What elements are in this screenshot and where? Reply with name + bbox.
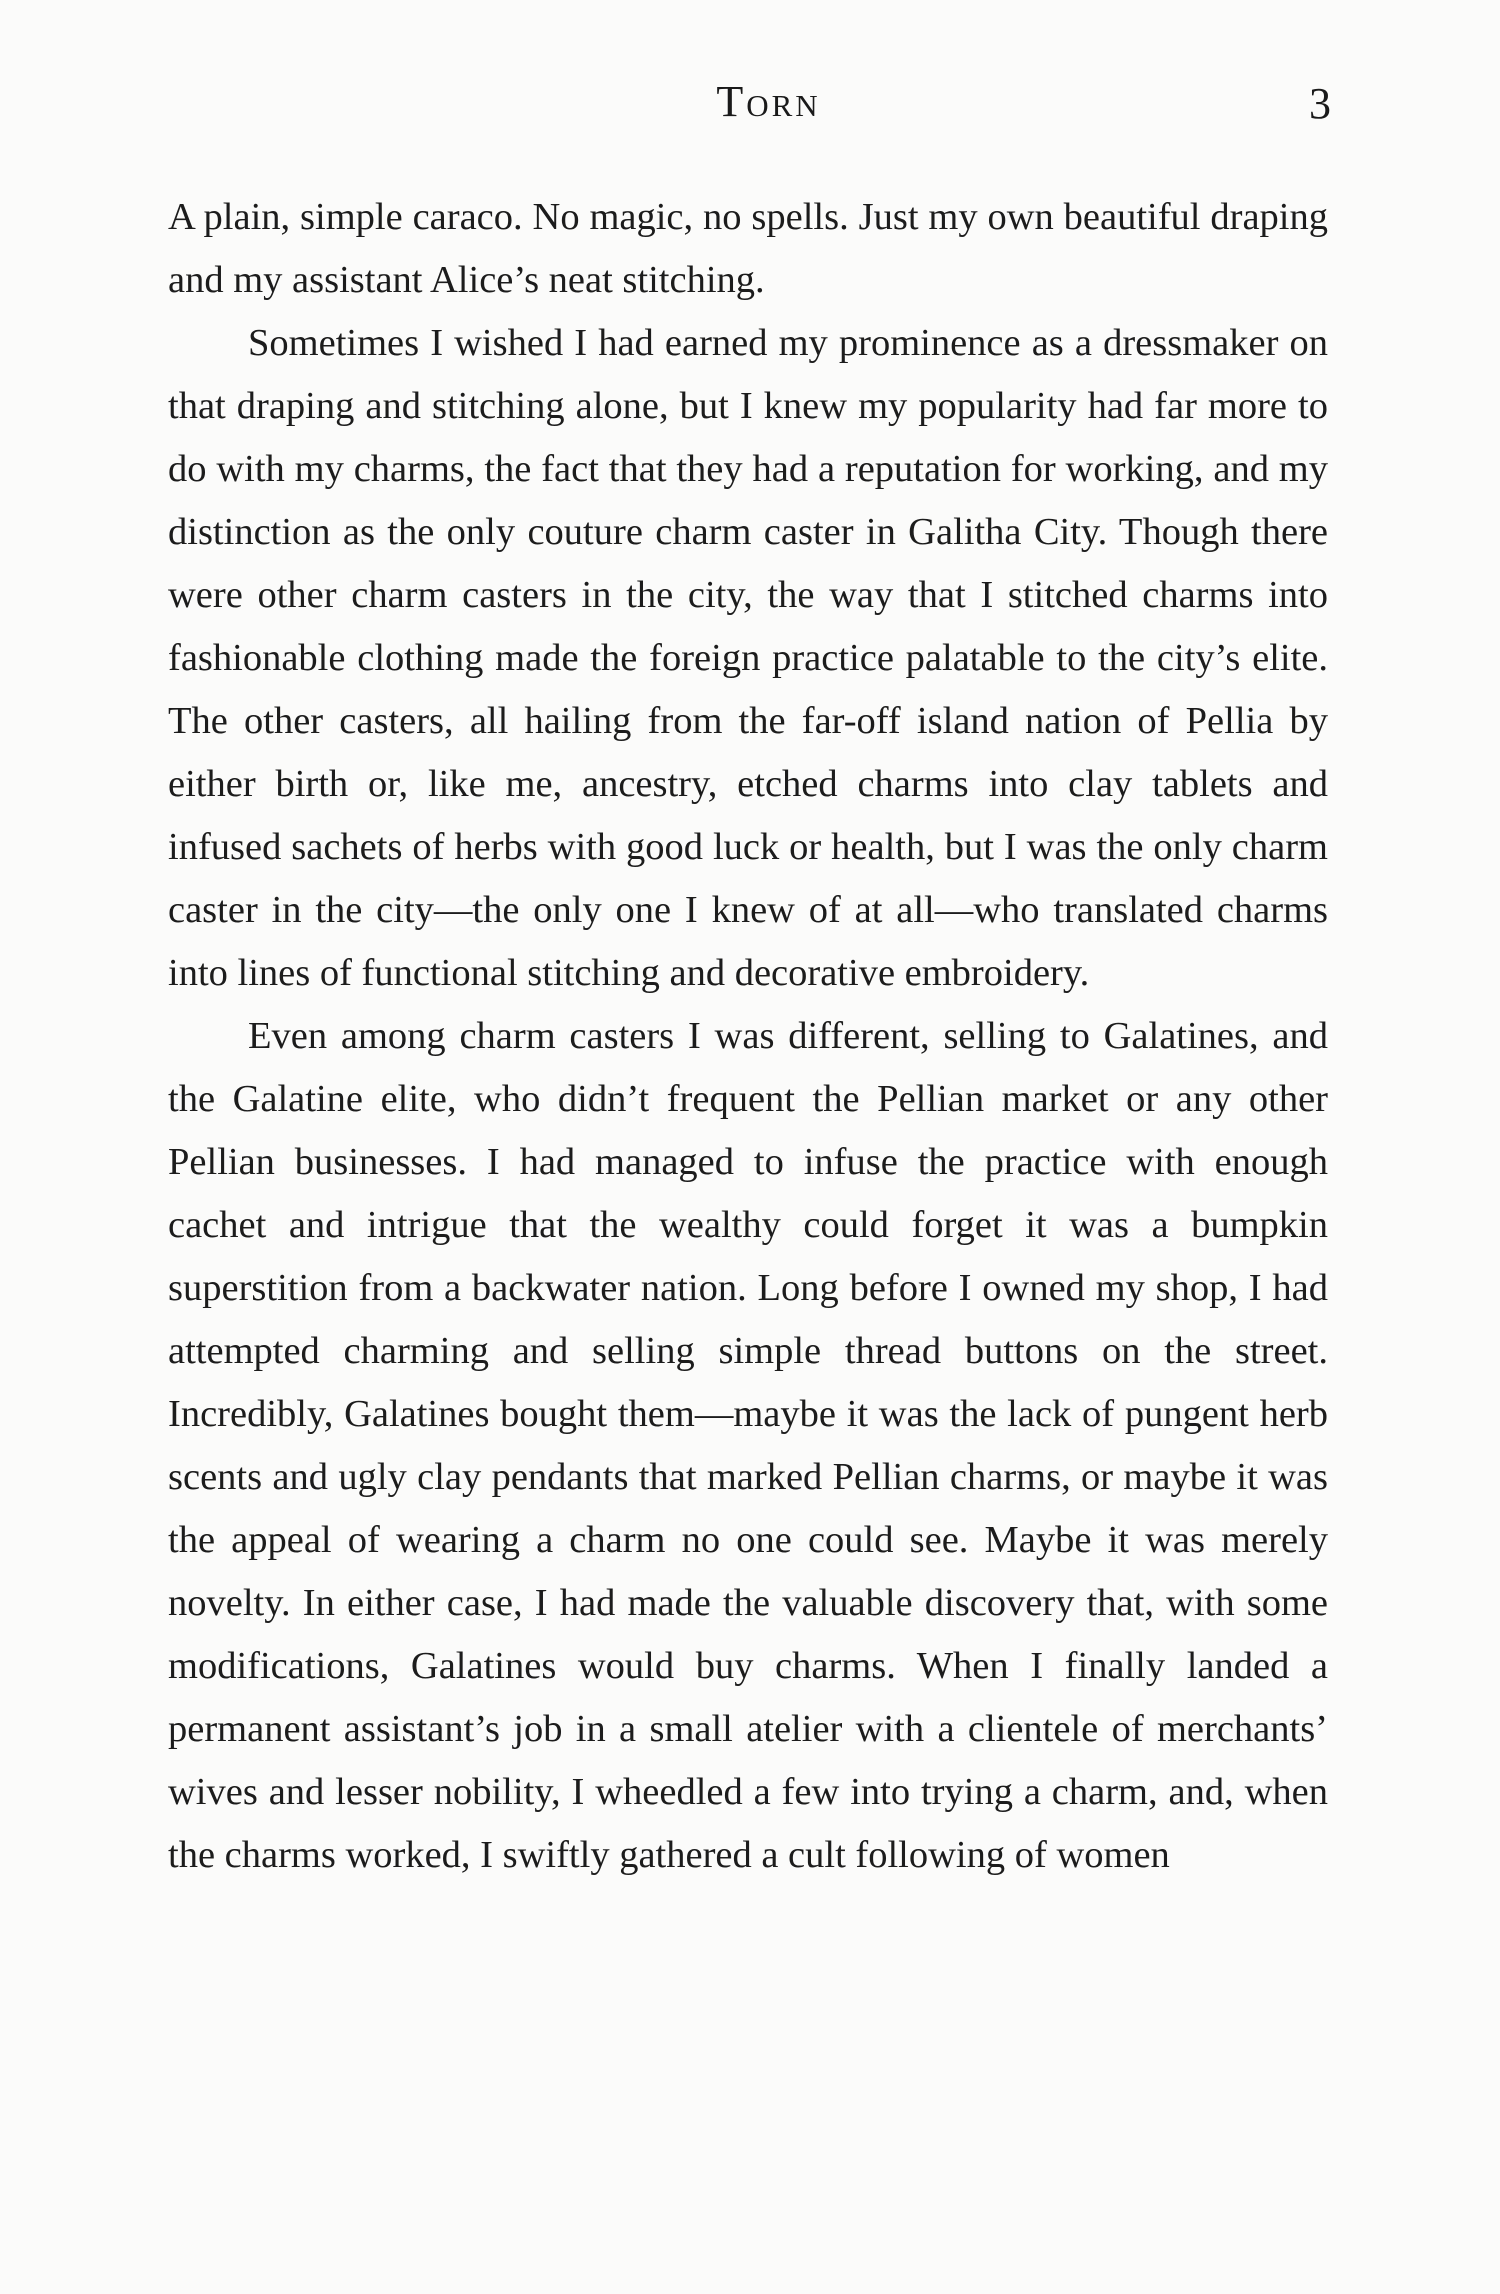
body-text xyxy=(168,186,1328,1887)
paragraph-1: A plain, simple caraco. No magic, no spells. Just my own beautiful draping and my assistant Alice’s neat stitching. xyxy=(168,196,1328,301)
running-header xyxy=(206,76,1331,136)
page-number: 3 xyxy=(1309,79,1331,128)
paragraph-3: Even among charm casters I was different, selling to Galatines, and the Galatine elite, who didn’t frequent the Pellian market or any other Pellian businesses. I had managed to infuse the practice with enough cachet and intrigue that the wealthy could forget it was a bumpkin superstition from a backwater nation. Long before I owned my shop, I had attempted charming and selling simple thread buttons on the street. Incredibly, Galatines bought them—maybe it was the lack of pungent herb scents and ugly clay pendants that marked Pellian charms, or maybe it was the appeal of wearing a charm no one could see. Maybe it was merely novelty. In either case, I had made the valuable discovery that, with some modifications, Galatines would buy charms. When I finally landed a permanent assistant’s job in a small atelier with a clientele of merchants’ wives and lesser nobility, I wheedled a few into trying a charm, and, when the charms worked, I swiftly gathered a cult following of women xyxy=(168,1015,1328,1876)
paragraph-2: Sometimes I wished I had earned my prominence as a dressmaker on that draping and stitching alone, but I knew my popularity had far more to do with my charms, the fact that they had a reputation for working, and my distinction as the only couture charm caster in Galitha City. Though there were other charm casters in the city, the way that I stitched charms into fashionable clothing made the foreign practice palatable to the city’s elite. The other casters, all hailing from the far-off island nation of Pellia by either birth or, like me, ancestry, etched charms into clay tablets and infused sachets of herbs with good luck or health, but I was the only charm caster in the city—the only one I knew of at all—who translated charms into lines of functional stitching and decorative embroidery. xyxy=(168,322,1328,994)
book-title: Torn xyxy=(716,77,821,126)
